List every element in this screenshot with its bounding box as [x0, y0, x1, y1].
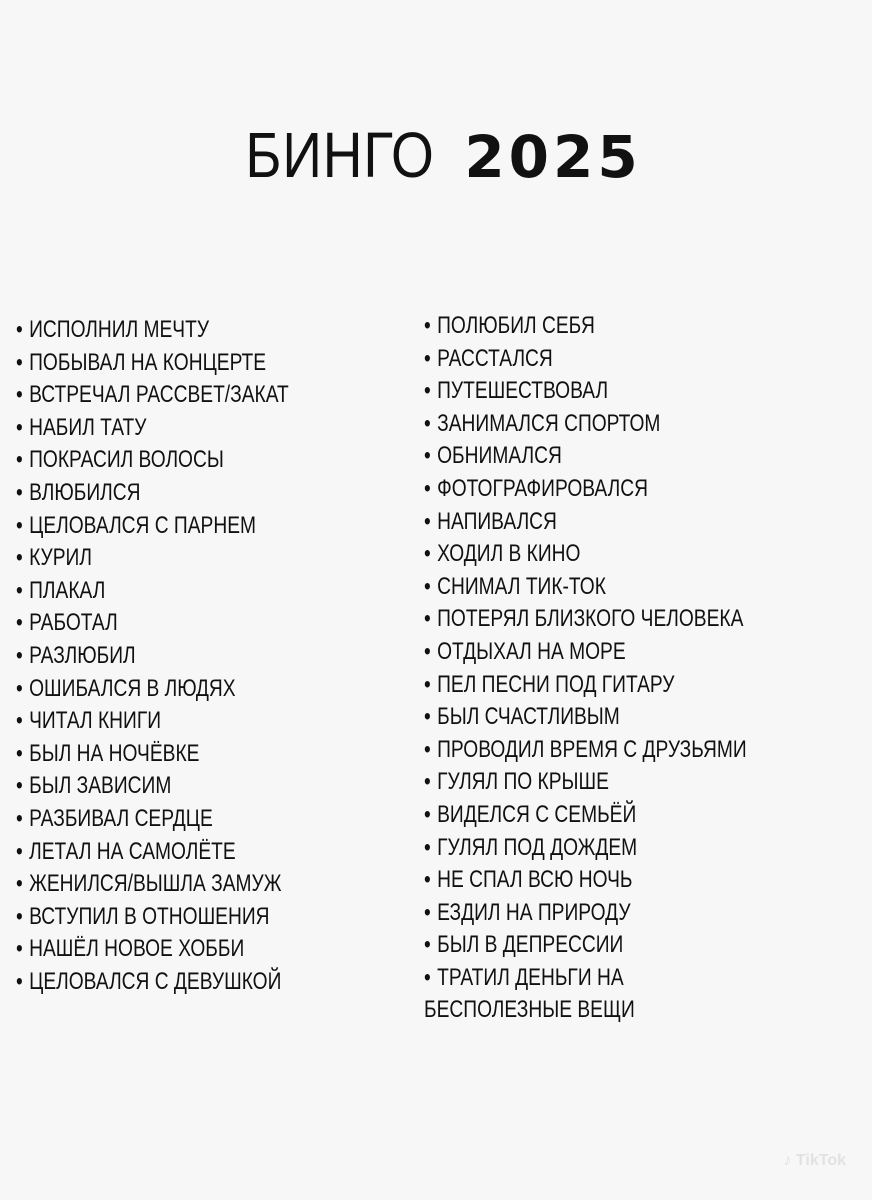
tiktok-watermark	[783, 1150, 846, 1172]
bullet-icon: •	[424, 768, 431, 796]
list-item	[424, 734, 864, 767]
list-item-label: ЦЕЛОВАЛСЯ С ДЕВУШКОЙ	[29, 967, 282, 995]
list-item	[16, 770, 416, 803]
bullet-icon: •	[16, 544, 23, 572]
list-item-label: ОБНИМАЛСЯ	[437, 442, 562, 470]
bullet-icon: •	[424, 800, 431, 828]
list-item-label: КУРИЛ	[29, 544, 92, 572]
bullet-icon: •	[16, 381, 23, 409]
bullet-icon: •	[424, 442, 431, 470]
list-item-label: ПЛАКАЛ	[29, 576, 106, 604]
list-item	[16, 901, 416, 934]
list-item-label: БЫЛ НА НОЧЁВКЕ	[29, 739, 200, 767]
list-item	[424, 408, 864, 441]
tiktok-logo-icon: ♪	[783, 1152, 792, 1169]
bullet-icon: •	[16, 707, 23, 735]
bullet-icon: •	[16, 348, 23, 376]
bullet-icon: •	[424, 507, 431, 535]
list-item	[16, 542, 416, 575]
list-item-label: ПРОВОДИЛ ВРЕМЯ С ДРУЗЬЯМИ	[437, 735, 747, 763]
title-year: 2025	[464, 123, 642, 191]
list-item-label: ПОБЫВАЛ НА КОНЦЕРТЕ	[29, 348, 267, 376]
list-item-label: ОТДЫХАЛ НА МОРЕ	[437, 637, 626, 665]
bullet-icon: •	[16, 609, 23, 637]
bullet-icon: •	[424, 735, 431, 763]
list-item	[16, 379, 416, 412]
list-item-label: НАБИЛ ТАТУ	[29, 413, 147, 441]
list-item-label: ВИДЕЛСЯ С СЕМЬЁЙ	[437, 800, 637, 828]
watermark-brand: TikTok	[795, 1152, 846, 1169]
list-item-label: БЫЛ ЗАВИСИМ	[29, 772, 172, 800]
list-item	[424, 506, 864, 539]
list-item	[424, 375, 864, 408]
bullet-icon: •	[16, 478, 23, 506]
bullet-icon: •	[424, 866, 431, 894]
list-item	[424, 864, 864, 897]
list-item-label: ПОКРАСИЛ ВОЛОСЫ	[29, 446, 224, 474]
bullet-icon: •	[424, 572, 431, 600]
list-item-label: НАПИВАЛСЯ	[437, 507, 557, 535]
bullet-icon: •	[424, 898, 431, 926]
bullet-icon: •	[16, 739, 23, 767]
title-word: БИНГО	[245, 119, 435, 191]
bullet-icon: •	[16, 511, 23, 539]
list-item-label: ЦЕЛОВАЛСЯ С ПАРНЕМ	[29, 511, 257, 539]
list-item-label: ЖЕНИЛСЯ/ВЫШЛА ЗАМУЖ	[29, 870, 282, 898]
bullet-icon: •	[424, 637, 431, 665]
list-item-label: ЗАНИМАЛСЯ СПОРТОМ	[437, 409, 661, 437]
list-item	[424, 832, 864, 865]
list-item	[424, 929, 864, 962]
list-item	[16, 510, 416, 543]
bullet-icon: •	[16, 902, 23, 930]
list-item-label: ОШИБАЛСЯ В ЛЮДЯХ	[29, 674, 236, 702]
list-item	[16, 477, 416, 510]
left-checklist	[16, 314, 416, 998]
list-item	[16, 966, 416, 999]
list-item	[424, 440, 864, 473]
list-item-label: ИСПОЛНИЛ МЕЧТУ	[29, 316, 210, 343]
list-item	[424, 538, 864, 571]
bullet-icon: •	[424, 540, 431, 568]
list-item	[424, 897, 864, 930]
list-item-label: БЫЛ В ДЕПРЕССИИ	[437, 931, 624, 959]
list-item-label: ПУТЕШЕСТВОВАЛ	[437, 377, 609, 405]
list-item-label: СНИМАЛ ТИК-ТОК	[437, 572, 606, 600]
bullet-icon: •	[424, 963, 431, 991]
list-item-label: ГУЛЯЛ ПО КРЫШЕ	[437, 768, 609, 796]
list-item	[424, 310, 864, 343]
bullet-icon: •	[424, 703, 431, 731]
list-item	[16, 803, 416, 836]
bullet-icon: •	[16, 446, 23, 474]
list-item	[16, 347, 416, 380]
list-item-label: БЫЛ СЧАСТЛИВЫМ	[437, 703, 620, 731]
list-item-label: ПОТЕРЯЛ БЛИЗКОГО ЧЕЛОВЕКА	[437, 605, 744, 633]
list-item-label: ПЕЛ ПЕСНИ ПОД ГИТАРУ	[437, 670, 675, 698]
bullet-icon: •	[424, 670, 431, 698]
list-item-label: ЕЗДИЛ НА ПРИРОДУ	[437, 898, 631, 926]
list-item	[16, 836, 416, 869]
list-item	[424, 799, 864, 832]
list-item-label: ТРАТИЛ ДЕНЬГИ НА	[437, 963, 624, 991]
list-item	[16, 412, 416, 445]
list-item	[16, 705, 416, 738]
bullet-icon: •	[424, 605, 431, 633]
bullet-icon: •	[16, 870, 23, 898]
list-item	[16, 444, 416, 477]
bullet-icon: •	[424, 344, 431, 372]
list-item-label: ВСТУПИЛ В ОТНОШЕНИЯ	[29, 902, 270, 930]
list-item-label: НЕ СПАЛ ВСЮ НОЧЬ	[437, 866, 633, 894]
bullet-icon: •	[424, 474, 431, 502]
list-item-label: БЕСПОЛЕЗНЫЕ ВЕЩИ	[424, 996, 635, 1024]
bullet-icon: •	[16, 674, 23, 702]
list-item	[424, 473, 864, 506]
bullet-icon: •	[16, 316, 23, 343]
list-item-label: РАЗЛЮБИЛ	[29, 641, 136, 669]
list-item	[16, 640, 416, 673]
list-item-label: ГУЛЯЛ ПОД ДОЖДЕМ	[437, 833, 638, 861]
bullet-icon: •	[424, 833, 431, 861]
list-item-label: НАШЁЛ НОВОЕ ХОББИ	[29, 935, 245, 963]
list-item	[16, 314, 416, 347]
list-item-label: ВСТРЕЧАЛ РАССВЕТ/ЗАКАТ	[29, 381, 289, 409]
list-item	[424, 571, 864, 604]
bullet-icon: •	[16, 576, 23, 604]
list-item-label: ХОДИЛ В КИНО	[437, 540, 581, 568]
bullet-icon: •	[16, 641, 23, 669]
bullet-icon: •	[424, 409, 431, 437]
list-item	[16, 933, 416, 966]
page-title	[0, 118, 872, 192]
list-item	[16, 575, 416, 608]
list-item	[16, 868, 416, 901]
right-checklist	[424, 310, 864, 1027]
bullet-icon: •	[16, 967, 23, 995]
list-item	[424, 962, 864, 995]
list-item	[424, 343, 864, 376]
bullet-icon: •	[424, 377, 431, 405]
list-item	[424, 636, 864, 669]
bullet-icon: •	[16, 935, 23, 963]
list-item-label: ЛЕТАЛ НА САМОЛЁТЕ	[29, 837, 236, 865]
bullet-icon: •	[16, 837, 23, 865]
bullet-icon: •	[16, 772, 23, 800]
bullet-icon: •	[16, 413, 23, 441]
list-item	[424, 603, 864, 636]
list-item-label: ПОЛЮБИЛ СЕБЯ	[437, 312, 595, 339]
list-item	[424, 766, 864, 799]
list-item	[16, 673, 416, 706]
list-item-label: ЧИТАЛ КНИГИ	[29, 707, 162, 735]
bullet-icon: •	[16, 804, 23, 832]
list-item	[16, 607, 416, 640]
list-item-continuation	[424, 994, 864, 1027]
list-item-label: РАБОТАЛ	[29, 609, 118, 637]
list-item	[424, 669, 864, 702]
list-item	[16, 738, 416, 771]
bullet-icon: •	[424, 931, 431, 959]
list-item-label: РАССТАЛСЯ	[437, 344, 553, 372]
list-item	[424, 701, 864, 734]
bullet-icon: •	[424, 312, 431, 339]
list-item-label: РАЗБИВАЛ СЕРДЦЕ	[29, 804, 213, 832]
list-item-label: ФОТОГРАФИРОВАЛСЯ	[437, 474, 648, 502]
list-item-label: ВЛЮБИЛСЯ	[29, 478, 141, 506]
